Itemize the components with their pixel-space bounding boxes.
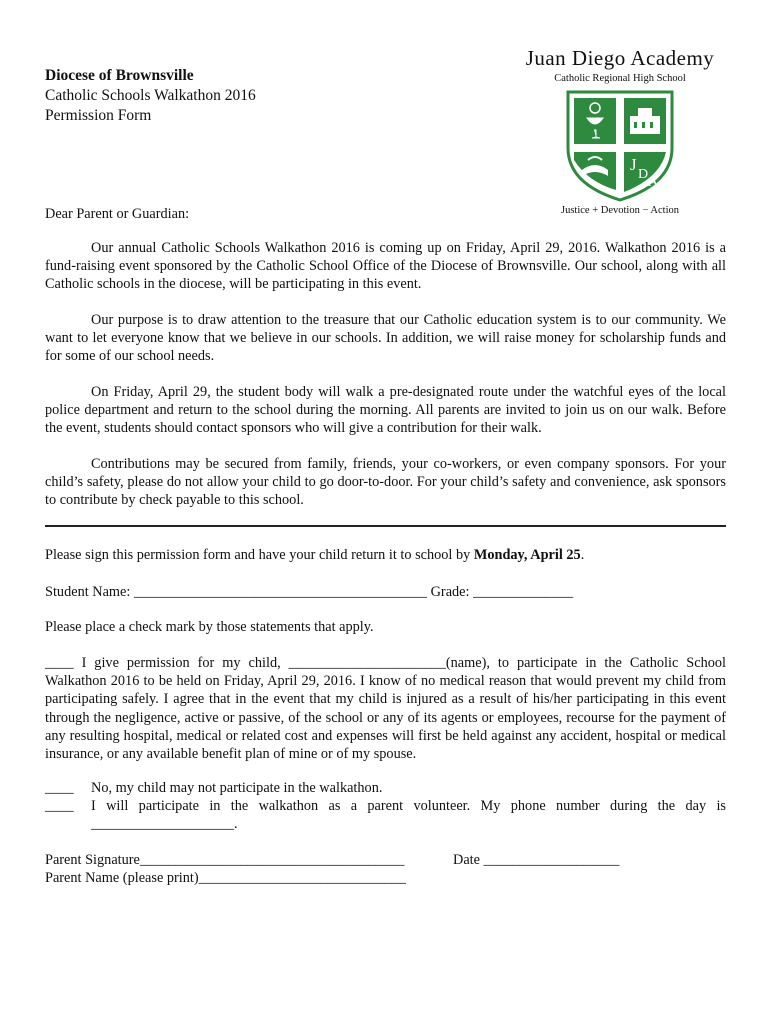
paragraph-1-block	[45, 239, 726, 294]
svg-text:D: D	[638, 167, 649, 182]
sign-instruction-text: Please sign this permission form and have your child return it to school by	[45, 547, 474, 563]
option-volunteer-label: I will participate in the walkathon as a parent volunteer. My phone number during the day is ____________________.	[91, 798, 726, 833]
option-no-participation[interactable]	[45, 779, 726, 797]
paragraph-3: On Friday, April 29, the student body will walk a pre-designated route under the watchful eyes of the local police department and return to the school during the morning. All parents are invited to join us on our walk. Before the event, students should contact sponsors who will give a contribution for their walk.	[45, 384, 726, 437]
option-no-label: No, my child may not participate in the walkathon.	[91, 780, 383, 796]
paragraph-2-block	[45, 311, 726, 366]
option-volunteer-checkbox[interactable]: ____	[45, 798, 74, 814]
school-name: Juan Diego Academy	[525, 46, 715, 70]
paragraph-4-block	[45, 455, 726, 510]
check-instruction: Please place a check mark by those statements that apply.	[45, 619, 374, 635]
sign-instruction	[45, 546, 726, 564]
school-motto: Justice + Devotion − Action	[561, 205, 679, 216]
option-parent-volunteer[interactable]	[45, 797, 726, 833]
form-title: Permission Form	[45, 107, 152, 124]
school-subtitle: Catholic Regional High School	[554, 73, 686, 84]
date-field[interactable]: Date ___________________	[453, 852, 620, 868]
letter-header	[45, 66, 256, 126]
sign-instruction-end: .	[580, 547, 585, 563]
paragraph-1: Our annual Catholic Schools Walkathon 2016 is coming up on Friday, April 29, 2016. Walkathon 2016 is a fund-raising event sponsored by the Catholic School Office of the Diocese of Brownsville. Our school, along with all Catholic schools in the diocese, will be participating in this event.	[45, 240, 726, 293]
svg-text:A: A	[648, 175, 659, 190]
paragraph-2: Our purpose is to draw attention to the treasure that our Catholic education system is to our community. We want to let everyone know that we believe in our schools. In addition, we will raise money for scholarship funds and for some of our school needs.	[45, 312, 726, 365]
deadline-date: Monday, April 25	[473, 547, 581, 563]
paragraph-4: Contributions may be secured from family, friends, your co-workers, or even company sponsors. For your child’s safety, please do not allow your child to go door-to-door. For your child’s safety and convenience, ask sponsors to contribute by check payable to this school.	[45, 456, 726, 509]
parent-name-field[interactable]: Parent Name (please print)_____________________________	[45, 870, 406, 886]
paragraph-3-block	[45, 383, 726, 438]
consent-statement[interactable]: ____ I give permission for my child, ______________________(name), to participate in the Catholic School Walkathon 2016 to be held on Friday, April 29, 2016. I know of no medical reason that would prevent my child from participating safely. I agree that in the event that my child is injured as a result of his/her participating in this event through the negligence, active or passive, of the school or any of its agents or employees, recourse for the payment of any resulting hospital, medical or related cost and expenses will first be held against any accident, hospital or medical insurance, or any available benefit plan of mine or of my spouse.	[45, 655, 726, 763]
svg-text:J: J	[630, 155, 637, 174]
parent-signature-field[interactable]: Parent Signature_____________________________________	[45, 852, 405, 868]
greeting: Dear Parent or Guardian:	[45, 206, 190, 222]
event-title: Catholic Schools Walkathon 2016	[45, 87, 256, 104]
shield-crest-icon	[564, 90, 676, 202]
diocese-title: Diocese of Brownsville	[45, 67, 194, 84]
student-name-grade-field[interactable]: Student Name: _________________________________________ Grade: ______________	[45, 584, 574, 600]
school-logo	[505, 46, 735, 221]
option-no-checkbox[interactable]: ____	[45, 780, 74, 796]
section-divider	[45, 525, 726, 527]
